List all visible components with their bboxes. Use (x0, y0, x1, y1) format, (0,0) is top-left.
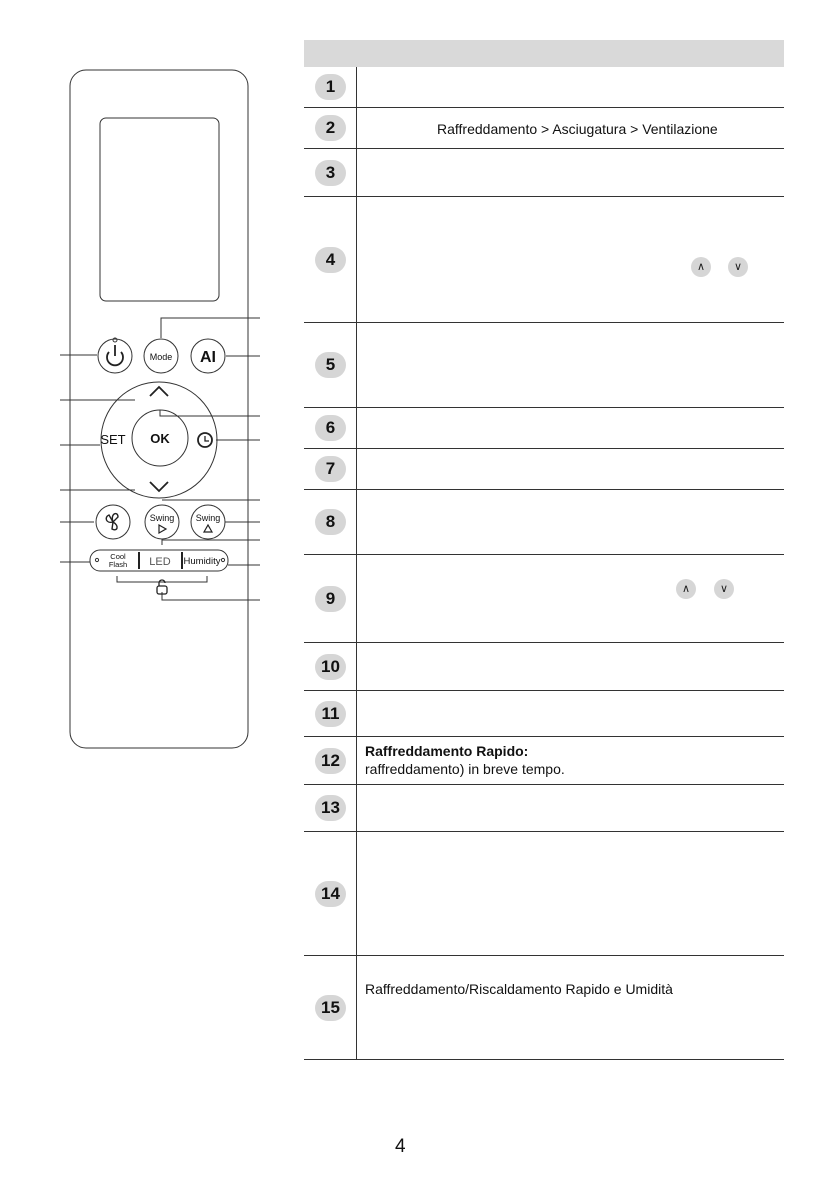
table-row-5 (304, 323, 784, 408)
table-row-12 (304, 737, 784, 785)
table-row-14 (304, 832, 784, 956)
row-number-badge: 1 (315, 74, 346, 100)
swing-vertical-label: Swing (149, 513, 175, 523)
ok-label: OK (150, 431, 170, 446)
down-arrow-icon[interactable] (150, 482, 168, 491)
table-row-6 (304, 408, 784, 449)
row-number-badge: 9 (315, 586, 346, 612)
table-row-7 (304, 449, 784, 490)
swing-vertical-icon (159, 525, 166, 533)
swing-horizontal-icon (204, 525, 212, 532)
row-number-badge: 13 (315, 795, 346, 821)
row-number-badge: 2 (315, 115, 346, 141)
row-number-badge: 11 (315, 701, 346, 727)
function-table (304, 40, 784, 1060)
mini-down-icon: ∨ (728, 257, 748, 277)
fan-icon (106, 514, 118, 530)
page-number: 4 (395, 1136, 406, 1157)
cool-flash-button-line2[interactable]: Flash (108, 560, 128, 569)
mini-up-icon: ∧ (691, 257, 711, 277)
row-number-badge: 15 (315, 995, 346, 1021)
ai-label: AI (200, 349, 216, 366)
table-row-1 (304, 67, 784, 108)
row-number-badge: 6 (315, 415, 346, 441)
table-row-9 (304, 555, 784, 643)
table-row-15 (304, 956, 784, 1060)
row-number-badge: 14 (315, 881, 346, 907)
cool-flash-description: raffreddamento) in breve tempo. (365, 761, 565, 777)
row-number-badge: 3 (315, 160, 346, 186)
led-button[interactable]: LED (149, 556, 171, 568)
row-number-badge: 10 (315, 654, 346, 680)
remote-control-illustration (0, 0, 290, 760)
row-number-badge: 12 (315, 748, 346, 774)
up-arrow-icon[interactable] (150, 387, 168, 396)
remote-body (70, 70, 248, 748)
table-row-3 (304, 149, 784, 197)
mini-down-icon: ∨ (714, 579, 734, 599)
set-button[interactable]: SET (100, 432, 126, 447)
row-number-badge: 7 (315, 456, 346, 482)
cool-flash-title: Raffreddamento Rapido: (365, 743, 529, 759)
table-row-8 (304, 490, 784, 555)
mini-up-icon: ∧ (676, 579, 696, 599)
table-row-13 (304, 785, 784, 832)
row-number-badge: 8 (315, 509, 346, 535)
row-number-badge: 5 (315, 352, 346, 378)
table-header (304, 40, 784, 67)
table-row-11 (304, 691, 784, 737)
table-row-4 (304, 197, 784, 323)
mode-label: Mode (149, 352, 173, 362)
mode-sequence-text: Raffreddamento > Asciugatura > Ventilazione (437, 121, 718, 137)
row-number-badge: 4 (315, 247, 346, 273)
humidity-button[interactable]: Humidity (183, 556, 221, 567)
cool-flash-button[interactable]: Cool (110, 552, 126, 561)
swing-horizontal-label: Swing (195, 513, 221, 523)
table-row-2 (304, 108, 784, 149)
combo-function-text: Raffreddamento/Riscaldamento Rapido e Umidità (365, 981, 673, 997)
table-row-10 (304, 643, 784, 691)
remote-display (100, 118, 219, 301)
